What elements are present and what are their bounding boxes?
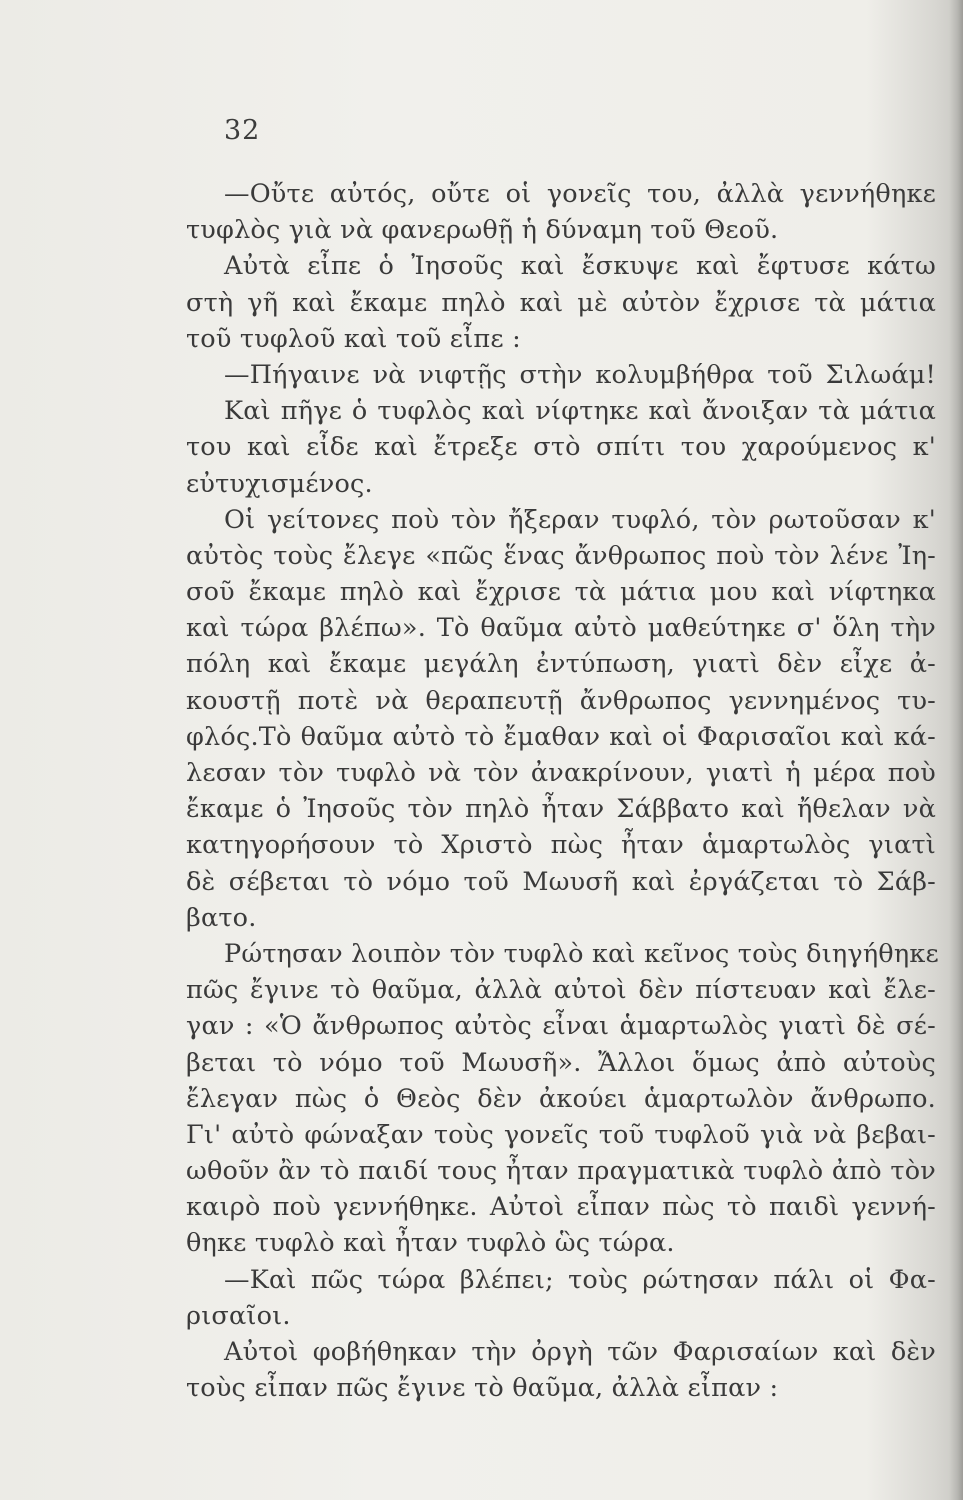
text-line: πῶς ἔγινε τὸ θαῦμα, ἀλλὰ αὐτοὶ δὲν πίστευαν καὶ ἔλε- [186, 975, 936, 1006]
text-line: στὴ γῆ καὶ ἔκαμε πηλὸ καὶ μὲ αὐτὸν ἔχρισε τὰ μάτια [186, 287, 936, 318]
page-edge-shadow [949, 0, 963, 1500]
text-line: τυφλὸς γιὰ νὰ φανερωθῇ ἡ δύναμη τοῦ Θεοῦ. [186, 215, 779, 246]
text-line: σοῦ ἔκαμε πηλὸ καὶ ἔχρισε τὰ μάτια μου καὶ νίφτηκα [186, 577, 936, 608]
text-line: γαν : «Ὁ ἄνθρωπος αὐτὸς εἶναι ἁμαρτωλὸς γιατὶ δὲ σέ- [186, 1011, 936, 1042]
text-line: —Καὶ πῶς τώρα βλέπει; τοὺς ρώτησαν πάλι οἱ Φα- [224, 1264, 936, 1295]
text-line: πόλη καὶ ἔκαμε μεγάλη ἐντύπωση, γιατὶ δὲν εἶχε ἀ- [186, 649, 936, 680]
text-line: Αὐτοὶ φοβήθηκαν τὴν ὀργὴ τῶν Φαρισαίων καὶ δὲν [224, 1337, 936, 1367]
text-line: ἔλεγαν πὼς ὁ Θεὸς δὲν ἀκούει ἁμαρτωλὸν ἄνθρωπο. [186, 1083, 936, 1114]
text-line: ωθοῦν ἂν τὸ παιδί τους ἦταν πραγματικὰ τυφλὸ ἀπὸ τὸν [186, 1156, 936, 1187]
text-line: Καὶ πῆγε ὁ τυφλὸς καὶ νίφτηκε καὶ ἄνοιξαν τὰ μάτια [224, 396, 936, 427]
text-line: Γι' αὐτὸ φώναξαν τοὺς γονεῖς τοῦ τυφλοῦ γιὰ νὰ βεβαι- [186, 1119, 936, 1150]
text-line: θηκε τυφλὸ καὶ ἦταν τυφλὸ ὣς τώρα. [186, 1228, 675, 1259]
text-line: κατηγορήσουν τὸ Χριστὸ πὼς ἦταν ἁμαρτωλὸς γιατὶ [186, 830, 936, 861]
page-number: 32 [224, 115, 261, 146]
text-line: αὐτὸς τοὺς ἔλεγε «πῶς ἕνας ἄνθρωπος ποὺ τὸν λένε Ἰη- [186, 540, 936, 571]
text-line: εὐτυχισμένος. [186, 468, 373, 499]
text-line: τοὺς εἶπαν πῶς ἔγινε τὸ θαῦμα, ἀλλὰ εἶπαν : [186, 1373, 779, 1404]
text-line: κουστῇ ποτὲ νὰ θεραπευτῇ ἄνθρωπος γεννημένος τυ- [186, 685, 936, 716]
text-line: ἔκαμε ὁ Ἰησοῦς τὸν πηλὸ ἦταν Σάββατο καὶ ἤθελαν νὰ [186, 794, 936, 825]
text-line: —Οὔτε αὐτός, οὔτε οἱ γονεῖς του, ἀλλὰ γεννήθηκε [224, 179, 936, 209]
text-line: τοῦ τυφλοῦ καὶ τοῦ εἶπε : [186, 323, 521, 354]
text-line: Ρώτησαν λοιπὸν τὸν τυφλὸ καὶ κεῖνος τοὺς διηγήθηκε [224, 938, 939, 969]
page-body-text [186, 176, 939, 1406]
text-line: καὶ τώρα βλέπω». Τὸ θαῦμα αὐτὸ μαθεύτηκε σ' ὅλη τὴν [186, 613, 936, 644]
text-line: δὲ σέβεται τὸ νόμο τοῦ Μωυσῆ καὶ ἐργάζεται τὸ Σάβ- [186, 866, 936, 897]
text-line: ρισαῖοι. [186, 1300, 291, 1331]
text-line: του καὶ εἶδε καὶ ἔτρεξε στὸ σπίτι του χαρούμενος κ' [186, 432, 936, 463]
text-line: καιρὸ ποὺ γεννήθηκε. Αὐτοὶ εἶπαν πὼς τὸ παιδὶ γεννή- [186, 1192, 936, 1223]
text-line: Αὐτὰ εἶπε ὁ Ἰησοῦς καὶ ἔσκυψε καὶ ἔφτυσε κάτω [224, 251, 936, 282]
text-line: βεται τὸ νόμο τοῦ Μωυσῆ». Ἄλλοι ὅμως ἀπὸ αὐτοὺς [186, 1047, 936, 1078]
text-line: Οἱ γείτονες ποὺ τὸν ἤξεραν τυφλό, τὸν ρωτοῦσαν κ' [224, 504, 936, 535]
text-line: λεσαν τὸν τυφλὸ νὰ τὸν ἀνακρίνουν, γιατὶ ἡ μέρα ποὺ [186, 758, 936, 788]
text-line: φλός.Τὸ θαῦμα αὐτὸ τὸ ἔμαθαν καὶ οἱ Φαρισαῖοι καὶ κά- [186, 721, 936, 752]
text-line: βατο. [186, 902, 257, 933]
text-line: —Πήγαινε νὰ νιφτῇς στὴν κολυμβήθρα τοῦ Σιλωάμ! [224, 359, 936, 390]
